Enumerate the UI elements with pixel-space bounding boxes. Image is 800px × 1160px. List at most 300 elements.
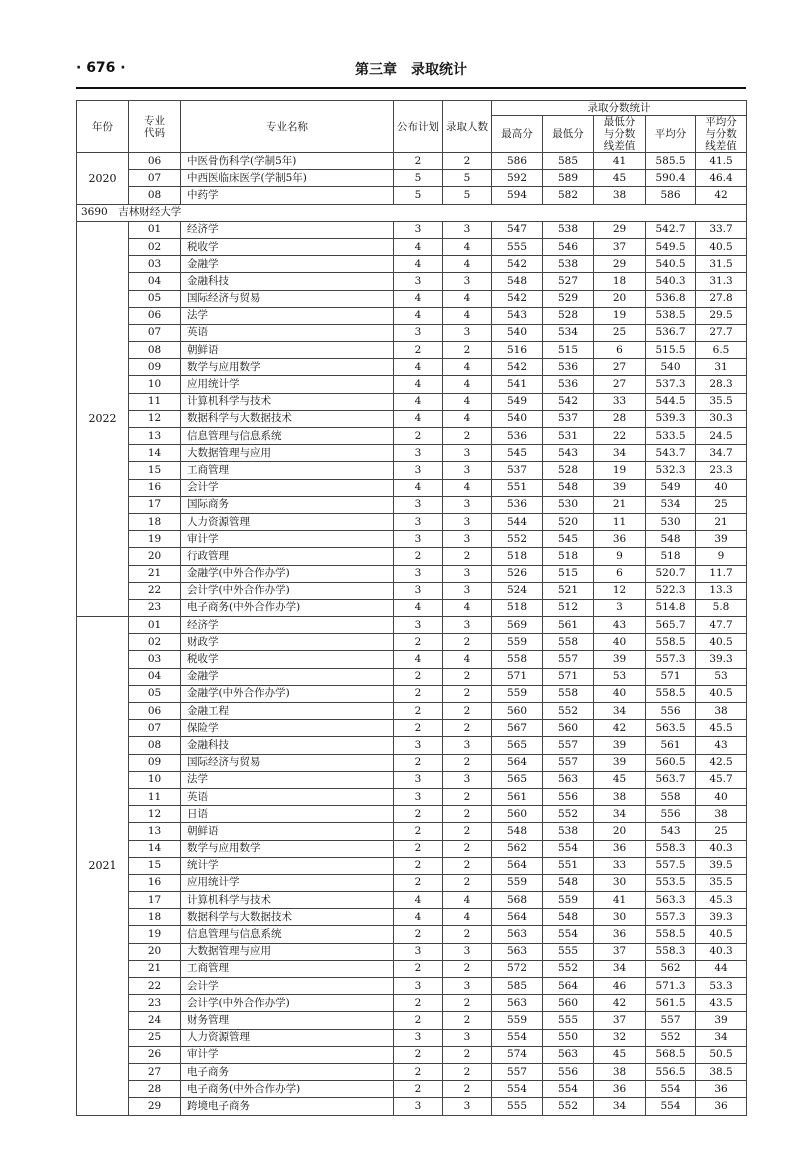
- header-avg-diff: 平均分 与分数 线差值: [696, 116, 747, 153]
- major-code: 22: [129, 978, 181, 995]
- table-body: [77, 153, 747, 1116]
- max-score: 568: [492, 892, 543, 909]
- table-row: [77, 445, 747, 462]
- table-row: [77, 496, 747, 513]
- avg-score: 539.3: [646, 410, 696, 427]
- avg-diff: 39: [696, 531, 747, 548]
- min-diff: 38: [594, 1063, 646, 1080]
- avg-score: 556: [646, 703, 696, 720]
- admitted-count: 4: [443, 307, 492, 324]
- major-name: 财政学: [181, 634, 394, 651]
- avg-score: 542.7: [646, 221, 696, 238]
- admitted-count: 3: [443, 943, 492, 960]
- min-diff: 36: [594, 1081, 646, 1098]
- min-diff: 38: [594, 187, 646, 204]
- max-score: 536: [492, 428, 543, 445]
- major-name: 统计学: [181, 857, 394, 874]
- major-name: 国际经济与贸易: [181, 290, 394, 307]
- major-name: 行政管理: [181, 548, 394, 565]
- table-row: [77, 995, 747, 1012]
- major-code: 04: [129, 668, 181, 685]
- header-code: 专业 代码: [129, 101, 181, 153]
- min-score: 515: [543, 342, 594, 359]
- min-diff: 27: [594, 359, 646, 376]
- admitted-count: 3: [443, 582, 492, 599]
- min-diff: 34: [594, 1098, 646, 1115]
- plan-count: 4: [394, 651, 443, 668]
- avg-diff: 31.3: [696, 273, 747, 290]
- max-score: 565: [492, 771, 543, 788]
- min-diff: 28: [594, 410, 646, 427]
- avg-score: 571: [646, 668, 696, 685]
- major-name: 数据科学与大数据技术: [181, 410, 394, 427]
- table-row: [77, 943, 747, 960]
- plan-count: 2: [394, 823, 443, 840]
- min-score: 545: [543, 531, 594, 548]
- max-score: 560: [492, 806, 543, 823]
- major-name: 电子商务(中外合作办学): [181, 599, 394, 616]
- admitted-count: 3: [443, 445, 492, 462]
- min-diff: 34: [594, 703, 646, 720]
- min-score: 552: [543, 1098, 594, 1115]
- avg-score: 557.3: [646, 909, 696, 926]
- min-diff: 36: [594, 926, 646, 943]
- min-score: 538: [543, 256, 594, 273]
- avg-score: 553.5: [646, 874, 696, 891]
- table-row: [77, 909, 747, 926]
- min-diff: 42: [594, 995, 646, 1012]
- major-name: 电子商务: [181, 1063, 394, 1080]
- major-name: 中药学: [181, 187, 394, 204]
- major-code: 01: [129, 617, 181, 634]
- major-code: 15: [129, 462, 181, 479]
- major-code: 23: [129, 995, 181, 1012]
- max-score: 567: [492, 720, 543, 737]
- avg-diff: 40: [696, 788, 747, 805]
- max-score: 569: [492, 617, 543, 634]
- max-score: 562: [492, 840, 543, 857]
- major-name: 工商管理: [181, 960, 394, 977]
- avg-diff: 40.5: [696, 634, 747, 651]
- avg-diff: 40.5: [696, 685, 747, 702]
- table-row: [77, 187, 747, 204]
- max-score: 563: [492, 926, 543, 943]
- min-score: 538: [543, 823, 594, 840]
- min-diff: 34: [594, 445, 646, 462]
- major-code: 03: [129, 651, 181, 668]
- avg-diff: 34.7: [696, 445, 747, 462]
- min-diff: 37: [594, 1012, 646, 1029]
- min-score: 561: [543, 617, 594, 634]
- max-score: 551: [492, 479, 543, 496]
- plan-count: 2: [394, 1063, 443, 1080]
- avg-diff: 50.5: [696, 1046, 747, 1063]
- major-name: 跨境电子商务: [181, 1098, 394, 1115]
- major-name: 大数据管理与应用: [181, 445, 394, 462]
- avg-score: 563.5: [646, 720, 696, 737]
- avg-diff: 43: [696, 737, 747, 754]
- plan-count: 2: [394, 703, 443, 720]
- avg-score: 544.5: [646, 393, 696, 410]
- admitted-count: 4: [443, 359, 492, 376]
- min-score: 557: [543, 651, 594, 668]
- avg-diff: 9: [696, 548, 747, 565]
- major-code: 18: [129, 909, 181, 926]
- min-score: 560: [543, 995, 594, 1012]
- plan-count: 4: [394, 410, 443, 427]
- avg-diff: 23.3: [696, 462, 747, 479]
- major-name: 保险学: [181, 720, 394, 737]
- admitted-count: 2: [443, 428, 492, 445]
- max-score: 555: [492, 238, 543, 255]
- min-diff: 39: [594, 737, 646, 754]
- table-row: [77, 548, 747, 565]
- avg-diff: 39.5: [696, 857, 747, 874]
- avg-diff: 41.5: [696, 153, 747, 170]
- table-row: [77, 582, 747, 599]
- plan-count: 4: [394, 290, 443, 307]
- avg-score: 563.7: [646, 771, 696, 788]
- major-name: 中西医临床医学(学制5年): [181, 170, 394, 187]
- plan-count: 4: [394, 238, 443, 255]
- max-score: 554: [492, 1029, 543, 1046]
- major-name: 工商管理: [181, 462, 394, 479]
- min-diff: 40: [594, 634, 646, 651]
- avg-diff: 36: [696, 1098, 747, 1115]
- admitted-count: 2: [443, 703, 492, 720]
- min-score: 552: [543, 960, 594, 977]
- table-row: [77, 428, 747, 445]
- major-code: 12: [129, 410, 181, 427]
- plan-count: 2: [394, 1081, 443, 1098]
- avg-score: 560.5: [646, 754, 696, 771]
- plan-count: 3: [394, 737, 443, 754]
- table-row: [77, 754, 747, 771]
- table-row: [77, 513, 747, 530]
- major-name: 人力资源管理: [181, 513, 394, 530]
- avg-score: 533.5: [646, 428, 696, 445]
- plan-count: 5: [394, 187, 443, 204]
- plan-count: 3: [394, 582, 443, 599]
- major-code: 10: [129, 376, 181, 393]
- avg-score: 558.3: [646, 840, 696, 857]
- major-name: 计算机科学与技术: [181, 892, 394, 909]
- avg-score: 565.7: [646, 617, 696, 634]
- table-row: [77, 1012, 747, 1029]
- plan-count: 3: [394, 531, 443, 548]
- major-code: 27: [129, 1063, 181, 1080]
- major-code: 11: [129, 393, 181, 410]
- year-cell: 2022: [77, 221, 129, 616]
- plan-count: 4: [394, 359, 443, 376]
- min-diff: 39: [594, 651, 646, 668]
- avg-score: 558.3: [646, 943, 696, 960]
- major-name: 数学与应用数学: [181, 840, 394, 857]
- plan-count: 2: [394, 1046, 443, 1063]
- major-name: 税收学: [181, 651, 394, 668]
- major-code: 14: [129, 445, 181, 462]
- max-score: 559: [492, 685, 543, 702]
- table-row: [77, 307, 747, 324]
- major-name: 金融科技: [181, 273, 394, 290]
- plan-count: 3: [394, 324, 443, 341]
- table-row: [77, 823, 747, 840]
- admitted-count: 4: [443, 290, 492, 307]
- max-score: 560: [492, 703, 543, 720]
- avg-score: 536.8: [646, 290, 696, 307]
- avg-score: 537.3: [646, 376, 696, 393]
- table-row: [77, 376, 747, 393]
- admitted-count: 3: [443, 617, 492, 634]
- table-row: [77, 840, 747, 857]
- avg-diff: 13.3: [696, 582, 747, 599]
- major-name: 数学与应用数学: [181, 359, 394, 376]
- avg-score: 558.5: [646, 685, 696, 702]
- avg-score: 530: [646, 513, 696, 530]
- min-diff: 9: [594, 548, 646, 565]
- max-score: 563: [492, 943, 543, 960]
- max-score: 564: [492, 857, 543, 874]
- plan-count: 2: [394, 874, 443, 891]
- min-score: 552: [543, 806, 594, 823]
- min-diff: 33: [594, 857, 646, 874]
- max-score: 559: [492, 634, 543, 651]
- avg-diff: 36: [696, 1081, 747, 1098]
- min-diff: 30: [594, 874, 646, 891]
- major-name: 金融学(中外合作办学): [181, 565, 394, 582]
- major-name: 信息管理与信息系统: [181, 926, 394, 943]
- plan-count: 2: [394, 1012, 443, 1029]
- major-name: 大数据管理与应用: [181, 943, 394, 960]
- max-score: 594: [492, 187, 543, 204]
- admitted-count: 4: [443, 479, 492, 496]
- table-row: [77, 273, 747, 290]
- major-name: 英语: [181, 324, 394, 341]
- major-name: 会计学: [181, 479, 394, 496]
- major-name: 应用统计学: [181, 376, 394, 393]
- min-diff: 37: [594, 238, 646, 255]
- avg-diff: 40.3: [696, 943, 747, 960]
- admitted-count: 3: [443, 737, 492, 754]
- table-row: [77, 634, 747, 651]
- avg-diff: 24.5: [696, 428, 747, 445]
- major-name: 应用统计学: [181, 874, 394, 891]
- admitted-count: 5: [443, 187, 492, 204]
- major-code: 08: [129, 187, 181, 204]
- max-score: 559: [492, 1012, 543, 1029]
- avg-diff: 45.5: [696, 720, 747, 737]
- min-score: 529: [543, 290, 594, 307]
- admitted-count: 3: [443, 565, 492, 582]
- major-name: 会计学: [181, 978, 394, 995]
- max-score: 526: [492, 565, 543, 582]
- admitted-count: 4: [443, 256, 492, 273]
- table-row: [77, 857, 747, 874]
- plan-count: 2: [394, 840, 443, 857]
- major-code: 14: [129, 840, 181, 857]
- major-name: 国际经济与贸易: [181, 754, 394, 771]
- major-name: 会计学(中外合作办学): [181, 995, 394, 1012]
- avg-score: 518: [646, 548, 696, 565]
- table-row: [77, 342, 747, 359]
- admitted-count: 4: [443, 599, 492, 616]
- min-diff: 39: [594, 479, 646, 496]
- min-diff: 38: [594, 788, 646, 805]
- admitted-count: 3: [443, 978, 492, 995]
- admitted-count: 3: [443, 1098, 492, 1115]
- min-score: 530: [543, 496, 594, 513]
- max-score: 542: [492, 290, 543, 307]
- plan-count: 4: [394, 376, 443, 393]
- max-score: 536: [492, 496, 543, 513]
- admitted-count: 2: [443, 857, 492, 874]
- major-code: 18: [129, 513, 181, 530]
- avg-diff: 34: [696, 1029, 747, 1046]
- plan-count: 3: [394, 462, 443, 479]
- avg-score: 563.3: [646, 892, 696, 909]
- min-diff: 37: [594, 943, 646, 960]
- table-row: [77, 238, 747, 255]
- major-name: 金融学: [181, 256, 394, 273]
- admitted-count: 3: [443, 771, 492, 788]
- plan-count: 2: [394, 995, 443, 1012]
- min-score: 548: [543, 874, 594, 891]
- major-code: 06: [129, 153, 181, 170]
- admitted-count: 3: [443, 1029, 492, 1046]
- avg-score: 556.5: [646, 1063, 696, 1080]
- plan-count: 2: [394, 548, 443, 565]
- max-score: 542: [492, 359, 543, 376]
- major-name: 金融工程: [181, 703, 394, 720]
- table-row: [77, 1029, 747, 1046]
- avg-diff: 40.5: [696, 238, 747, 255]
- admitted-count: 3: [443, 273, 492, 290]
- min-diff: 3: [594, 599, 646, 616]
- admitted-count: 3: [443, 221, 492, 238]
- university-name: 3690 吉林财经大学: [77, 204, 747, 221]
- min-score: 548: [543, 909, 594, 926]
- table-row: [77, 788, 747, 805]
- plan-count: 5: [394, 170, 443, 187]
- admitted-count: 2: [443, 960, 492, 977]
- avg-score: 561: [646, 737, 696, 754]
- avg-diff: 47.7: [696, 617, 747, 634]
- avg-diff: 39.3: [696, 651, 747, 668]
- major-name: 税收学: [181, 238, 394, 255]
- min-score: 537: [543, 410, 594, 427]
- avg-diff: 33.7: [696, 221, 747, 238]
- min-score: 548: [543, 479, 594, 496]
- admitted-count: 2: [443, 788, 492, 805]
- major-code: 11: [129, 788, 181, 805]
- avg-diff: 31: [696, 359, 747, 376]
- major-name: 中医骨伤科学(学制5年): [181, 153, 394, 170]
- avg-diff: 45.7: [696, 771, 747, 788]
- max-score: 564: [492, 909, 543, 926]
- min-score: 559: [543, 892, 594, 909]
- table-row: [77, 737, 747, 754]
- page-number: · 676 ·: [76, 60, 126, 76]
- table-row: [77, 978, 747, 995]
- plan-count: 2: [394, 720, 443, 737]
- avg-score: 548: [646, 531, 696, 548]
- max-score: 537: [492, 462, 543, 479]
- header-min: 最低分: [543, 116, 594, 153]
- avg-diff: 46.4: [696, 170, 747, 187]
- min-score: 555: [543, 1012, 594, 1029]
- avg-diff: 25: [696, 496, 747, 513]
- min-diff: 34: [594, 806, 646, 823]
- major-name: 人力资源管理: [181, 1029, 394, 1046]
- min-score: 558: [543, 634, 594, 651]
- major-code: 23: [129, 599, 181, 616]
- admitted-count: 2: [443, 823, 492, 840]
- min-score: 563: [543, 771, 594, 788]
- major-code: 15: [129, 857, 181, 874]
- major-code: 09: [129, 359, 181, 376]
- major-name: 法学: [181, 307, 394, 324]
- avg-score: 558: [646, 788, 696, 805]
- table-row: [77, 221, 747, 238]
- major-name: 朝鲜语: [181, 823, 394, 840]
- max-score: 540: [492, 324, 543, 341]
- page-header: [76, 56, 746, 86]
- min-diff: 45: [594, 1046, 646, 1063]
- plan-count: 2: [394, 342, 443, 359]
- max-score: 549: [492, 393, 543, 410]
- max-score: 586: [492, 153, 543, 170]
- plan-count: 3: [394, 978, 443, 995]
- max-score: 554: [492, 1081, 543, 1098]
- plan-count: 2: [394, 926, 443, 943]
- avg-score: 543: [646, 823, 696, 840]
- min-score: 554: [543, 840, 594, 857]
- max-score: 572: [492, 960, 543, 977]
- table-row: [77, 170, 747, 187]
- major-name: 金融学: [181, 668, 394, 685]
- year-cell: 2020: [77, 153, 129, 205]
- min-score: 518: [543, 548, 594, 565]
- min-diff: 45: [594, 170, 646, 187]
- avg-diff: 39.3: [696, 909, 747, 926]
- min-score: 534: [543, 324, 594, 341]
- max-score: 541: [492, 376, 543, 393]
- header-score-group: 录取分数统计: [492, 101, 747, 116]
- min-score: 556: [543, 788, 594, 805]
- plan-count: 2: [394, 960, 443, 977]
- min-score: 521: [543, 582, 594, 599]
- admitted-count: 2: [443, 1012, 492, 1029]
- min-diff: 41: [594, 892, 646, 909]
- min-score: 527: [543, 273, 594, 290]
- admitted-count: 4: [443, 393, 492, 410]
- plan-count: 2: [394, 634, 443, 651]
- min-diff: 36: [594, 531, 646, 548]
- table-row: [77, 668, 747, 685]
- major-code: 24: [129, 1012, 181, 1029]
- major-code: 06: [129, 703, 181, 720]
- plan-count: 4: [394, 256, 443, 273]
- min-diff: 22: [594, 428, 646, 445]
- avg-score: 534: [646, 496, 696, 513]
- min-diff: 19: [594, 462, 646, 479]
- avg-diff: 5.8: [696, 599, 747, 616]
- max-score: 557: [492, 1063, 543, 1080]
- max-score: 547: [492, 221, 543, 238]
- min-diff: 33: [594, 393, 646, 410]
- avg-score: 558.5: [646, 926, 696, 943]
- major-code: 12: [129, 806, 181, 823]
